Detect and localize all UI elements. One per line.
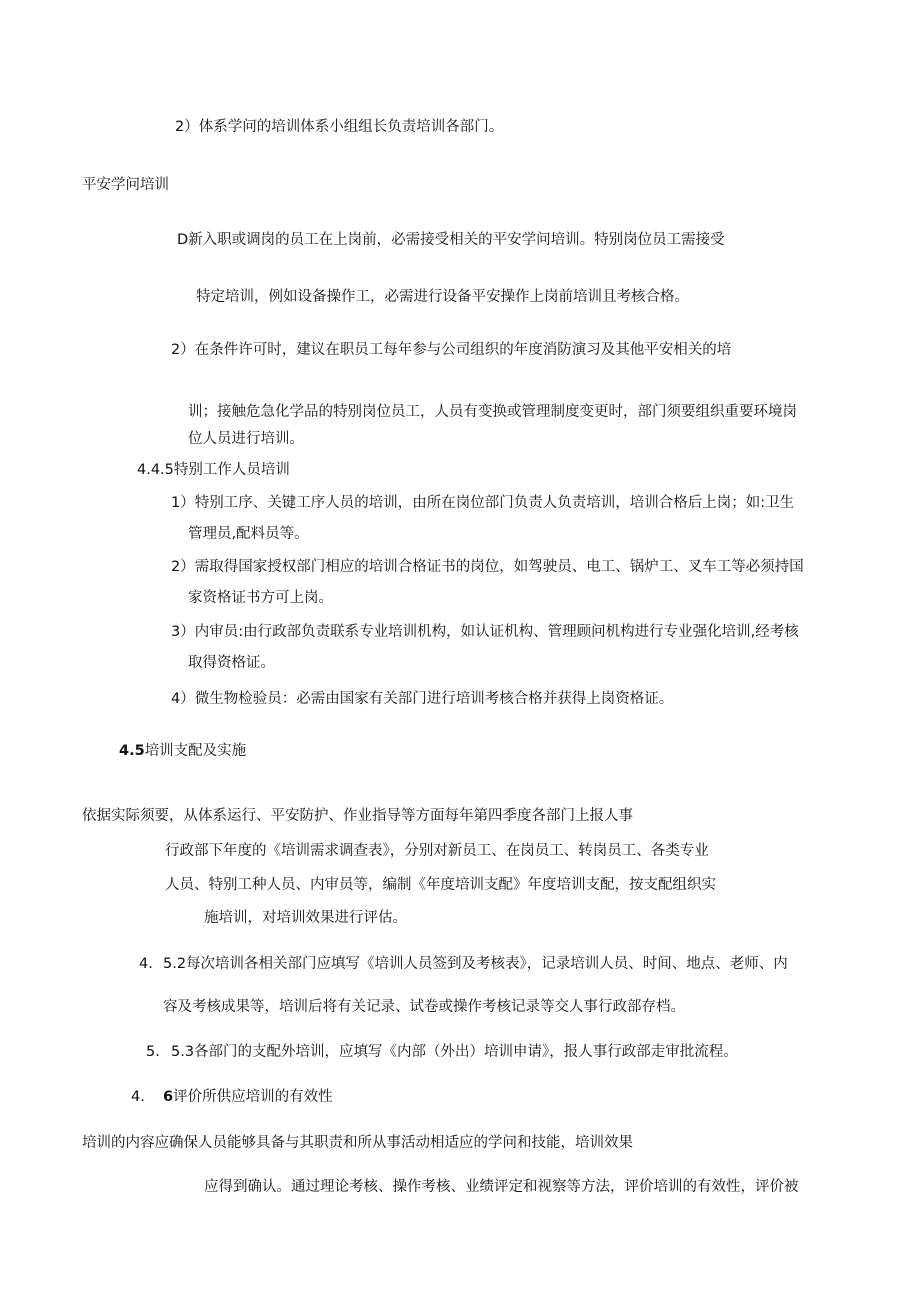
- subsection-heading: 4.4.5特别工作人员培训: [137, 462, 290, 478]
- text-line: 训；接触危急化学品的特别岗位员工，人员有变换或管理制度变更时，部门须要组织重要环境岗: [188, 404, 797, 420]
- item-text: 5.3各部门的支配外培训，应填写《内部（外出）培训申请》，报人事行政部走审批流程。: [171, 1044, 738, 1060]
- section-title: 培训支配及实施: [144, 743, 247, 759]
- text-line: [146, 1042, 738, 1062]
- section-heading: [131, 1087, 333, 1107]
- item-number: 4.: [139, 956, 153, 972]
- section-heading: 平安学问培训: [82, 177, 169, 193]
- text-line: 4）微生物检验员：必需由国家有关部门进行培训考核合格并获得上岗资格证。: [171, 691, 674, 707]
- item-number: 4.: [131, 1089, 145, 1105]
- text-line: 施培训，对培训效果进行评估。: [204, 910, 407, 926]
- item-text: 5.2每次培训各相关部门应填写《培训人员签到及考核表》，记录培训人员、时间、地点、老师、内: [163, 956, 788, 972]
- text-line: 人员、特别工种人员、内审员等，编制《年度培训支配》年度培训支配，按支配组织实: [165, 877, 716, 893]
- text-line: 依据实际须要，从体系运行、平安防护、作业指导等方面每年第四季度各部门上报人事: [82, 808, 633, 824]
- text-line: [139, 954, 788, 974]
- item-number: 5.: [146, 1044, 160, 1060]
- text-line: 应得到确认。通过理论考核、操作考核、业绩评定和视察等方法，评价培训的有效性，评价被: [204, 1179, 799, 1195]
- section-number: 6: [163, 1089, 174, 1105]
- text-line: 特定培训，例如设备操作工，必需进行设备平安操作上岗前培训且考核合格。: [196, 289, 689, 305]
- text-line: 2）在条件许可时，建议在职员工每年参与公司组织的年度消防演习及其他平安相关的培: [171, 342, 732, 358]
- text-line: 2）需取得国家授权部门相应的培训合格证书的岗位，如驾驶员、电工、锅炉工、叉车工等必须持国: [171, 559, 804, 575]
- text-line: 3）内审员:由行政部负责联系专业培训机构，如认证机构、管理顾问机构进行专业强化培训,经考核: [171, 624, 799, 640]
- section-heading: [119, 741, 246, 761]
- text-line: 行政部下年度的《培训需求调查表》，分别对新员工、在岗员工、转岗员工、各类专业: [165, 843, 709, 859]
- section-title: 评价所供应培训的有效性: [173, 1089, 333, 1105]
- text-line: 2）体系学问的培训体系小组组长负责培训各部门。: [175, 119, 504, 135]
- text-line: 容及考核成果等，培训后将有关记录、试卷或操作考核记录等交人事行政部存档。: [163, 999, 685, 1015]
- section-number: 4.5: [119, 743, 145, 759]
- text-line: 1）特别工序、关键工序人员的培训，由所在岗位部门负责人负责培训，培训合格后上岗；如:卫生: [171, 495, 795, 511]
- text-line: 管理员,配料员等。: [188, 526, 309, 542]
- text-line: D新入职或调岗的员工在上岗前，必需接受相关的平安学问培训。特别岗位员工需接受: [177, 232, 725, 248]
- text-line: 家资格证书方可上岗。: [188, 590, 333, 606]
- text-line: 取得资格证。: [188, 655, 275, 671]
- text-line: 培训的内容应确保人员能够具备与其职责和所从事活动相适应的学问和技能，培训效果: [82, 1135, 633, 1151]
- text-line: 位人员进行培训。: [188, 431, 304, 447]
